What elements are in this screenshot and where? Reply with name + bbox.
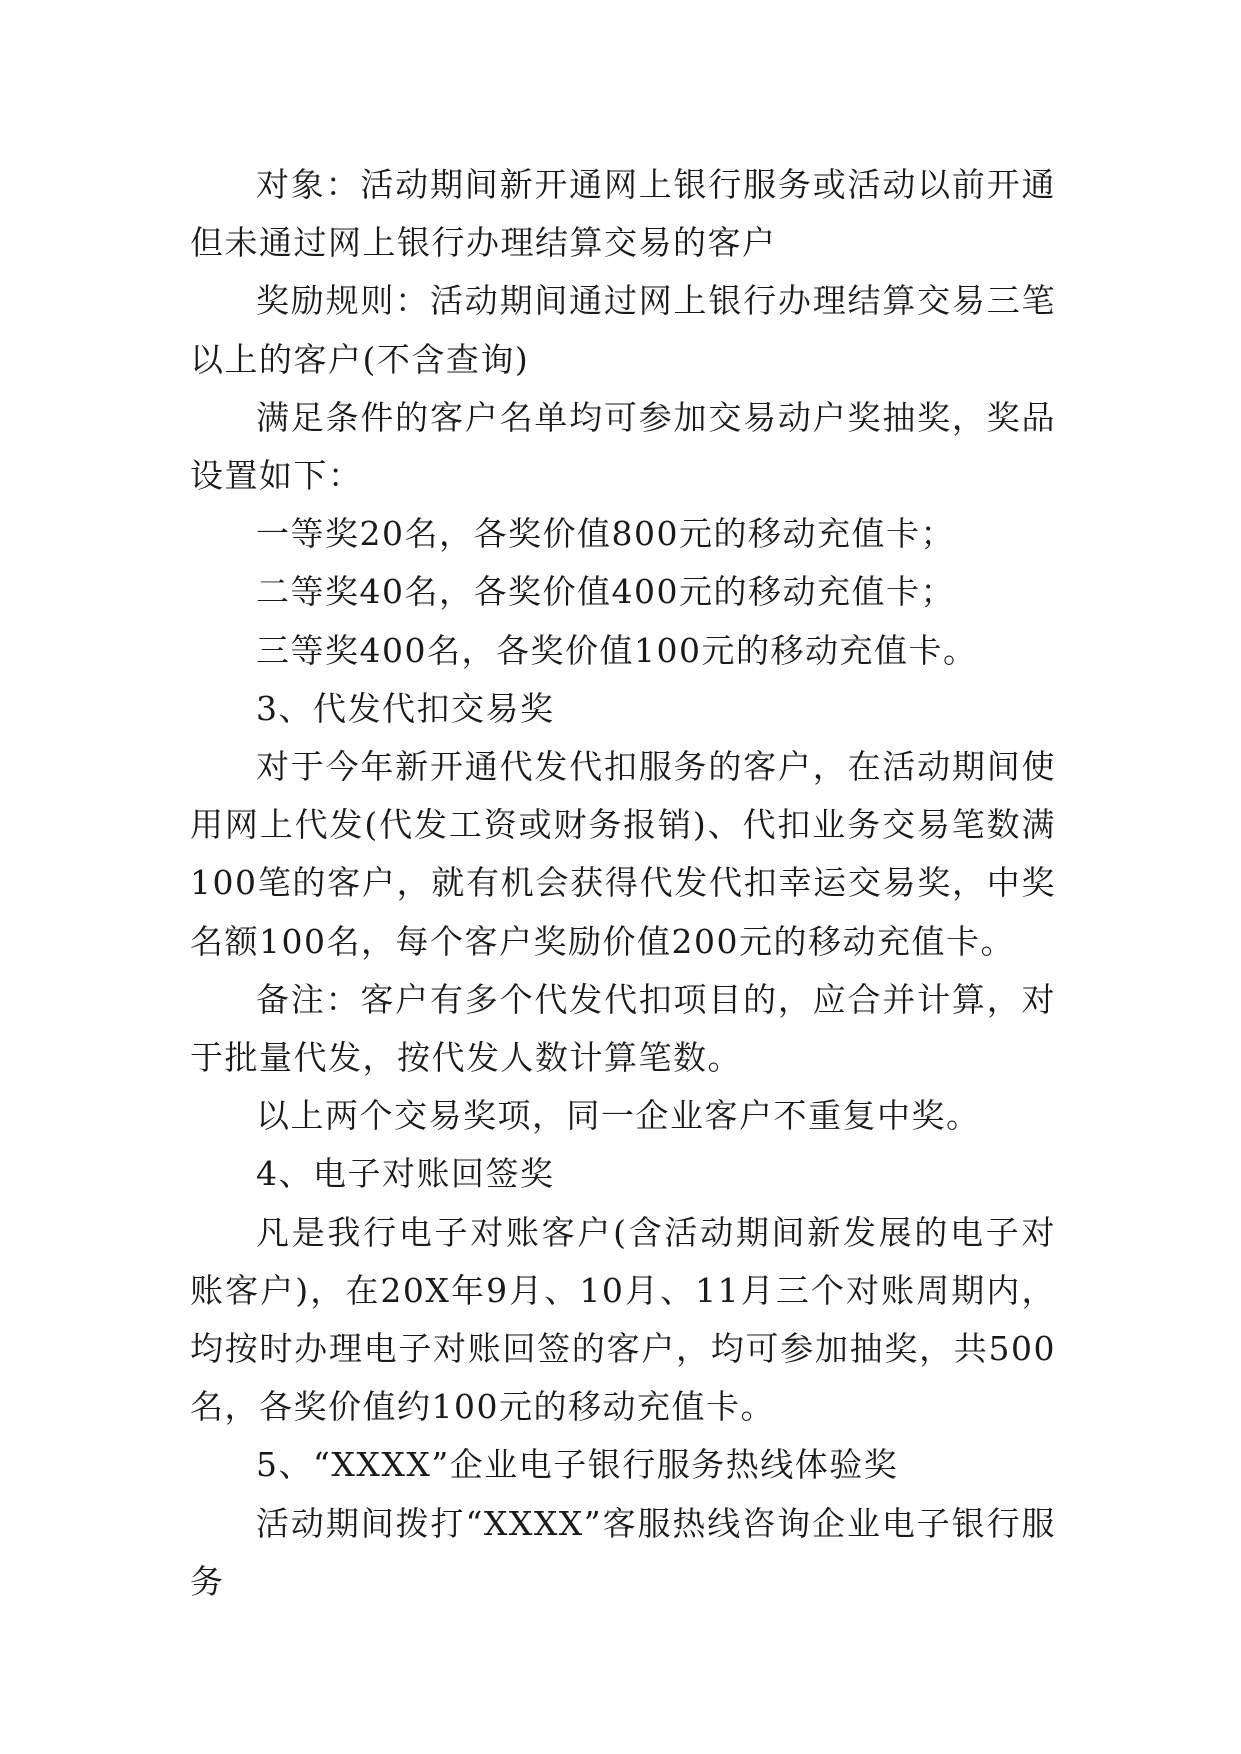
paragraph-hotline-award: 活动期间拨打“XXXX”客服热线咨询企业电子银行服务 — [190, 1503, 1056, 1601]
paragraph-no-duplicate: 以上两个交易奖项，同一企业客户不重复中奖。 — [256, 1096, 981, 1136]
paragraph-third-prize: 三等奖400名，各奖价值100元的移动充值卡。 — [256, 630, 978, 670]
paragraph-target-customers: 对象：活动期间新开通网上银行服务或活动以前开通但未通过网上银行办理结算交易的客户 — [190, 165, 1056, 263]
heading-payroll-award: 3、代发代扣交易奖 — [256, 688, 555, 728]
paragraph-payroll-award: 对于今年新开通代发代扣服务的客户，在活动期间使用网上代发(代发工资或财务报销)、代扣业务交易笔数满100笔的客户，就有机会获得代发代扣幸运交易奖，中奖名额100名，每个客户奖励价值200元的移动充值卡。 — [190, 747, 1056, 961]
paragraph-reconciliation-award: 凡是我行电子对账客户(含活动期间新发展的电子对账客户)，在20X年9月、10月、11月三个对账周期内，均按时办理电子对账回签的客户，均可参加抽奖，共500名，各奖价值约100元的移动充值卡。 — [190, 1212, 1056, 1427]
paragraph-remark: 备注：客户有多个代发代扣项目的，应合并计算，对于批量代发，按代发人数计算笔数。 — [190, 979, 1056, 1078]
paragraph-second-prize: 二等奖40名，各奖价值400元的移动充值卡； — [256, 572, 955, 612]
document-body — [190, 156, 1056, 1611]
paragraph-reward-rules: 奖励规则：活动期间通过网上银行办理结算交易三笔以上的客户(不含查询) — [190, 281, 1056, 379]
heading-hotline-award: 5、“XXXX”企业电子银行服务热线体验奖 — [256, 1445, 899, 1485]
paragraph-prize-setup: 满足条件的客户名单均可参加交易动户奖抽奖，奖品设置如下： — [190, 397, 1056, 496]
heading-reconciliation-award: 4、电子对账回签奖 — [256, 1154, 555, 1194]
paragraph-first-prize: 一等奖20名，各奖价值800元的移动充值卡； — [256, 514, 955, 554]
